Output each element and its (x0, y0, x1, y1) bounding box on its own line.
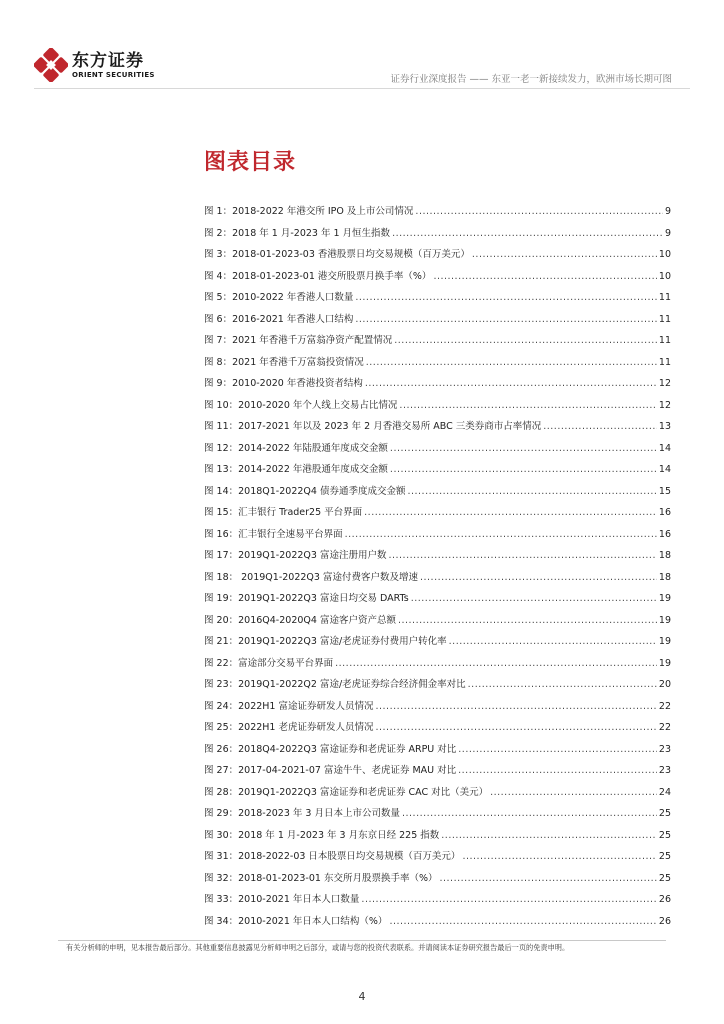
toc-entry-label: 图 2：2018 年 1 月-2023 年 1 月恒生指数 (204, 227, 391, 239)
toc-leader-dots (398, 615, 657, 626)
toc-entry-page: 22 (658, 700, 671, 712)
toc-leader-dots (390, 443, 657, 454)
brand-name-en: ORIENT SECURITIES (72, 70, 155, 79)
toc-entry-page: 25 (658, 851, 671, 862)
toc-entry[interactable] (204, 827, 671, 849)
toc-entry-label: 图 14：2018Q1-2022Q4 债券通季度成交金额 (204, 485, 406, 497)
toc-entry-page: 25 (658, 808, 671, 819)
toc-entry-page: 12 (658, 399, 671, 411)
toc-entry[interactable] (204, 225, 671, 247)
toc-leader-dots (388, 550, 656, 561)
toc-entry-page: 12 (658, 378, 671, 389)
toc-entry-page: 16 (658, 528, 671, 540)
toc-entry[interactable] (204, 203, 671, 225)
toc-entry-page: 19 (658, 614, 671, 626)
toc-entry-label: 图 4：2018-01-2023-01 港交所股票月换手率（%） (204, 270, 432, 282)
toc-entry-label: 图 29：2018-2023 年 3 月日本上市公司数量 (204, 808, 400, 819)
toc-leader-dots (389, 916, 656, 927)
toc-entry-label: 图 15：汇丰银行 Trader25 平台界面 (204, 507, 363, 518)
toc-entry-label: 图 31：2018-2022-03 日本股票日均交易规模（百万美元） (204, 851, 461, 862)
toc-entry[interactable] (204, 375, 671, 397)
toc-leader-dots (402, 808, 657, 819)
toc-entry-page: 25 (658, 872, 671, 884)
toc-entry[interactable] (204, 397, 671, 419)
toc-entry-page: 23 (658, 743, 671, 755)
toc-entry-page: 9 (664, 206, 671, 217)
toc-entry-label: 图 16：汇丰银行全速易平台界面 (204, 528, 343, 540)
footer-divider (58, 940, 666, 941)
toc-entry-label: 图 26：2018Q4-2022Q3 富途证券和老虎证券 ARPU 对比 (204, 743, 457, 755)
toc-entry[interactable] (204, 268, 671, 290)
report-title: 证券行业深度报告 —— 东亚一老一新接续发力，欧洲市场长期可图 (390, 74, 672, 85)
toc-entry-label: 图 9：2010-2020 年香港投资者结构 (204, 378, 363, 389)
toc-entry-label: 图 33：2010-2021 年日本人口数量 (204, 894, 360, 905)
toc-entry-label: 图 24：2022H1 富途证券研发人员情况 (204, 700, 374, 712)
toc-leader-dots (399, 400, 656, 411)
toc-entry-label: 图 1：2018-2022 年港交所 IPO 及上市公司情况 (204, 206, 414, 217)
toc-leader-dots (433, 271, 656, 282)
toc-entry-label: 图 28：2019Q1-2022Q3 富途证券和老虎证券 CAC 对比（美元） (204, 786, 489, 798)
brand-name-cn: 东方证券 (72, 50, 144, 71)
toc-entry[interactable] (204, 676, 671, 698)
toc-entry-page: 19 (658, 593, 671, 604)
toc-entry[interactable] (204, 655, 671, 677)
toc-entry-page: 26 (658, 915, 671, 927)
toc-entry[interactable] (204, 891, 671, 913)
toc-entry-page: 18 (658, 571, 671, 583)
toc-leader-dots (365, 378, 657, 389)
toc-leader-dots (490, 787, 657, 798)
toc-list (204, 203, 671, 934)
toc-entry[interactable] (204, 418, 671, 440)
toc-leader-dots (407, 486, 656, 497)
toc-entry-page: 13 (658, 421, 671, 432)
toc-entry-page: 11 (658, 313, 671, 325)
toc-entry-label: 图 27：2017-04-2021-07 富途牛牛、老虎证券 MAU 对比 (204, 765, 457, 776)
toc-entry[interactable] (204, 547, 671, 569)
toc-entry[interactable] (204, 526, 671, 548)
toc-entry[interactable] (204, 913, 671, 935)
toc-entry-page: 11 (658, 356, 671, 368)
toc-leader-dots (439, 873, 656, 884)
toc-leader-dots (394, 335, 657, 346)
toc-leader-dots (441, 830, 657, 841)
toc-entry-page: 10 (658, 270, 671, 282)
toc-entry-page: 23 (658, 765, 671, 776)
toc-entry[interactable] (204, 504, 671, 526)
toc-entry-label: 图 23：2019Q1-2022Q2 富途/老虎证券综合经济佣金率对比 (204, 679, 466, 690)
toc-entry-page: 25 (658, 829, 671, 841)
toc-entry[interactable] (204, 741, 671, 763)
toc-leader-dots (345, 529, 657, 540)
toc-entry-page: 18 (658, 550, 671, 561)
toc-entry[interactable] (204, 633, 671, 655)
toc-leader-dots (366, 357, 657, 368)
toc-entry-label: 图 34：2010-2021 年日本人口结构（%） (204, 915, 388, 927)
toc-entry-label: 图 30：2018 年 1 月-2023 年 3 月东京日经 225 指数 (204, 829, 440, 841)
toc-entry-label: 图 8：2021 年香港千万富翁投资情况 (204, 356, 364, 368)
toc-leader-dots (472, 249, 657, 260)
toc-entry-page: 19 (658, 636, 671, 647)
toc-entry-page: 14 (658, 464, 671, 475)
toc-entry-label: 图 5：2010-2022 年香港人口数量 (204, 292, 354, 303)
toc-entry[interactable] (204, 483, 671, 505)
toc-entry-label: 图 11：2017-2021 年以及 2023 年 2 月香港交易所 ABC 三类券商市占率情况 (204, 421, 542, 432)
toc-leader-dots (376, 722, 657, 733)
toc-entry[interactable] (204, 289, 671, 311)
toc-entry-label: 图 25：2022H1 老虎证券研发人员情况 (204, 722, 374, 733)
toc-entry-label: 图 3：2018-01-2023-03 香港股票日均交易规模（百万美元） (204, 249, 470, 260)
toc-entry[interactable] (204, 848, 671, 870)
toc-entry[interactable] (204, 354, 671, 376)
toc-leader-dots (420, 572, 657, 583)
toc-leader-dots (415, 206, 663, 217)
toc-entry-label: 图 19：2019Q1-2022Q3 富途日均交易 DARTs (204, 593, 409, 604)
toc-entry[interactable] (204, 311, 671, 333)
toc-leader-dots (468, 679, 657, 690)
orient-logo-icon (34, 48, 68, 82)
toc-entry-page: 19 (658, 657, 671, 669)
toc-leader-dots (335, 658, 657, 669)
toc-leader-dots (392, 228, 663, 239)
toc-entry-page: 9 (664, 227, 671, 239)
toc-entry-label: 图 22：富途部分交易平台界面 (204, 657, 334, 669)
toc-entry[interactable] (204, 612, 671, 634)
toc-entry[interactable] (204, 246, 671, 268)
toc-entry-page: 20 (658, 679, 671, 690)
toc-entry-label: 图 18： 2019Q1-2022Q3 富途付费客户数及增速 (204, 571, 418, 583)
toc-entry-label: 图 17：2019Q1-2022Q3 富途注册用户数 (204, 550, 387, 561)
toc-leader-dots (361, 894, 656, 905)
toc-entry-label: 图 21：2019Q1-2022Q3 富途/老虎证券付费用户转化率 (204, 636, 447, 647)
toc-entry[interactable] (204, 569, 671, 591)
toc-entry-page: 16 (658, 507, 671, 518)
toc-entry[interactable] (204, 784, 671, 806)
toc-leader-dots (449, 636, 657, 647)
toc-leader-dots (462, 851, 656, 862)
header-divider (34, 88, 690, 89)
toc-entry-label: 图 12：2014-2022 年陆股通年度成交金额 (204, 442, 388, 454)
toc-entry-page: 26 (658, 894, 671, 905)
toc-entry[interactable] (204, 440, 671, 462)
toc-entry-page: 22 (658, 722, 671, 733)
toc-entry-page: 11 (658, 335, 671, 346)
toc-entry-label: 图 13：2014-2022 年港股通年度成交金额 (204, 464, 388, 475)
toc-entry[interactable] (204, 870, 671, 892)
toc-leader-dots (458, 765, 657, 776)
toc-leader-dots (355, 314, 657, 325)
toc-leader-dots (411, 593, 657, 604)
toc-leader-dots (390, 464, 657, 475)
toc-title: 图表目录 (204, 150, 297, 175)
toc-entry[interactable] (204, 698, 671, 720)
page-number: 4 (358, 990, 366, 1003)
toc-entry[interactable] (204, 719, 671, 741)
toc-leader-dots (364, 507, 657, 518)
toc-entry-label: 图 10：2010-2020 年个人线上交易占比情况 (204, 399, 398, 411)
brand-logo (34, 48, 155, 82)
toc-leader-dots (458, 744, 657, 755)
toc-leader-dots (543, 421, 657, 432)
toc-entry-label: 图 20：2016Q4-2020Q4 富途客户资产总额 (204, 614, 396, 626)
toc-entry[interactable] (204, 762, 671, 784)
toc-entry-label: 图 7：2021 年香港千万富翁净资产配置情况 (204, 335, 393, 346)
toc-entry-page: 11 (658, 292, 671, 303)
toc-entry-page: 10 (658, 249, 671, 260)
toc-entry[interactable] (204, 332, 671, 354)
toc-leader-dots (376, 701, 657, 712)
toc-leader-dots (355, 292, 657, 303)
toc-entry-page: 14 (658, 442, 671, 454)
toc-entry-label: 图 6：2016-2021 年香港人口结构 (204, 313, 354, 325)
disclaimer-text: 有关分析师的申明，见本报告最后部分。其他重要信息披露见分析师申明之后部分，或请与您的投资代表联系。并请阅读本证券研究报告最后一页的免责申明。 (66, 943, 570, 952)
toc-entry[interactable] (204, 461, 671, 483)
toc-entry-label: 图 32：2018-01-2023-01 东交所月股票换手率（%） (204, 872, 438, 884)
toc-entry[interactable] (204, 805, 671, 827)
toc-entry-page: 15 (658, 485, 671, 497)
toc-entry[interactable] (204, 590, 671, 612)
toc-entry-page: 24 (658, 786, 671, 798)
